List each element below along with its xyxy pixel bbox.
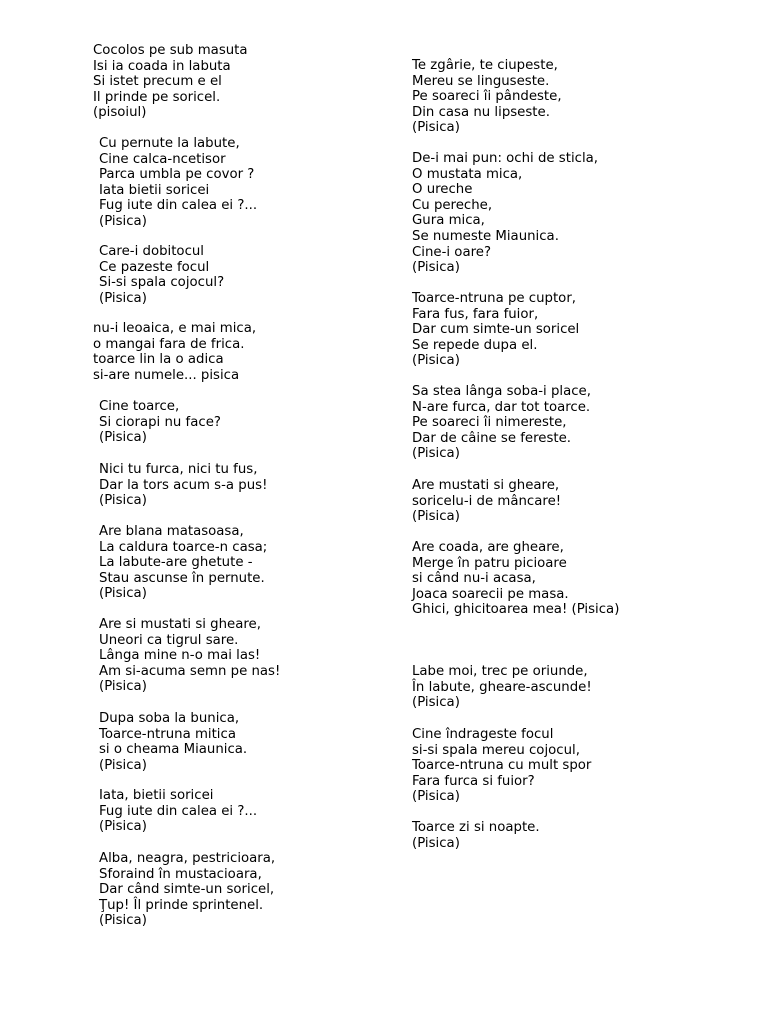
riddle-answer-line: (Pisica) bbox=[412, 835, 460, 851]
riddle-line: Cocolos pe sub masuta bbox=[93, 43, 248, 58]
riddle-line: Dar când simte-un soricel, bbox=[99, 882, 275, 898]
riddle-answer-line: (Pisica) bbox=[99, 913, 147, 929]
riddle-line: N-are furca, dar tot toarce. bbox=[412, 399, 591, 415]
riddle-line: Are coada, are gheare, bbox=[412, 540, 564, 555]
riddle-line: Cu pereche, bbox=[412, 197, 493, 213]
riddle-line: Ţup! Îl prinde sprintenel. bbox=[99, 897, 264, 913]
riddle-line: Toarce-ntruna mitica bbox=[99, 726, 236, 742]
riddle-line: Sforaind în mustacioara, bbox=[99, 866, 262, 882]
riddle-line: Iata, bietii soricei bbox=[99, 788, 214, 803]
riddle-answer-line: (Pisica) bbox=[412, 353, 460, 369]
riddle-line: Dar cum simte-un soricel bbox=[412, 322, 580, 338]
riddle-answer-line: (Pisica) bbox=[412, 789, 460, 805]
riddle-answer-line: (Pisica) bbox=[99, 493, 147, 509]
riddle-line: Din casa nu lipseste. bbox=[412, 104, 550, 120]
riddle-line: Ce pazeste focul bbox=[99, 259, 210, 275]
riddle-line: o mangai fara de frica. bbox=[93, 336, 245, 352]
riddle-line: Si ciorapi nu face? bbox=[99, 414, 221, 430]
riddle-line: Se repede dupa el. bbox=[412, 337, 538, 353]
riddle-line: În labute, gheare-ascunde! bbox=[412, 679, 592, 695]
riddle-line: De-i mai pun: ochi de sticla, bbox=[412, 151, 599, 166]
riddle-line: Te zgârie, te ciupeste, bbox=[412, 58, 558, 73]
riddle-line: toarce lin la o adica bbox=[93, 352, 224, 368]
riddle-line: si când nu-i acasa, bbox=[412, 571, 536, 587]
riddle-answer-line: (Pisica) bbox=[412, 120, 460, 136]
riddle-answer-line: (Pisica) bbox=[412, 260, 460, 276]
riddle-line: Merge în patru picioare bbox=[412, 555, 567, 571]
riddle-line: Cine-i oare? bbox=[412, 244, 492, 260]
riddle-line: O mustata mica, bbox=[412, 166, 523, 182]
riddle-line: Alba, neagra, pestricioara, bbox=[99, 851, 276, 866]
riddle-line: Cine calca-ncetisor bbox=[99, 151, 226, 167]
riddle-answer-line: (Pisica) bbox=[99, 214, 147, 229]
riddle-line: Il prinde pe soricel. bbox=[93, 89, 221, 105]
riddle-line: Am si-acuma semn pe nas! bbox=[99, 663, 281, 679]
riddle-line: La caldura toarce-n casa; bbox=[99, 539, 268, 555]
riddle-line: Are mustati si gheare, bbox=[412, 478, 560, 493]
riddle-answer-line: (Pisica) bbox=[99, 586, 147, 602]
riddle-line: Cine îndrageste focul bbox=[412, 727, 554, 742]
riddle-line: Isi ia coada in labuta bbox=[93, 58, 231, 74]
riddle-line: Toarce-ntruna pe cuptor, bbox=[412, 291, 577, 306]
riddle-answer-line: (Pisica) bbox=[99, 757, 147, 773]
riddle-line: Fug iute din calea ei ?... bbox=[99, 198, 258, 214]
riddle-answer-line: (Pisica) bbox=[99, 290, 147, 306]
riddle-line: Fara furca si fuior? bbox=[412, 773, 535, 789]
riddle-line: Cu pernute la labute, bbox=[99, 136, 240, 151]
riddle-line: si-si spala mereu cojocul, bbox=[412, 742, 580, 758]
riddle-answer-line: (Pisica) bbox=[412, 509, 460, 525]
riddle-line: Se numeste Miaunica. bbox=[412, 229, 559, 244]
riddle-line: Toarce zi si noapte. bbox=[412, 820, 540, 835]
riddle-line: Sa stea lânga soba-i place, bbox=[412, 384, 591, 399]
riddle-line: si-are numele... pisica bbox=[93, 367, 240, 383]
riddle-line: Stau ascunse în pernute. bbox=[99, 570, 265, 586]
riddle-answer-line: (Pisica) bbox=[412, 695, 460, 711]
riddle-line: La labute-are ghetute - bbox=[99, 555, 253, 571]
riddle-line: Iata bietii soricei bbox=[99, 182, 210, 198]
riddle-line: soricelu-i de mâncare! bbox=[412, 493, 562, 509]
riddle-answer-line: (Pisica) bbox=[412, 446, 460, 462]
riddle-answer-line: (pisoiul) bbox=[93, 105, 147, 121]
riddle-answer-line: (Pisica) bbox=[99, 819, 147, 835]
riddle-line: Lânga mine n-o mai las! bbox=[99, 648, 261, 664]
riddle-line: Si istet precum e el bbox=[93, 74, 222, 90]
riddle-line: Pe soareci îi pândeste, bbox=[412, 89, 562, 105]
riddle-line: Fara fus, fara fuior, bbox=[412, 306, 539, 322]
riddle-line: Dupa soba la bunica, bbox=[99, 711, 240, 726]
riddle-line: Cine toarce, bbox=[99, 399, 180, 414]
riddle-line: Joaca soarecii pe masa. bbox=[412, 586, 569, 602]
riddle-answer-line: Ghici, ghicitoarea mea! (Pisica) bbox=[412, 602, 620, 618]
riddle-line: Fug iute din calea ei ?... bbox=[99, 803, 258, 819]
riddle-line: Nici tu furca, nici tu fus, bbox=[99, 462, 258, 477]
riddle-line: Uneori ca tigrul sare. bbox=[99, 632, 239, 648]
riddle-line: Mereu se linguseste. bbox=[412, 73, 550, 89]
riddle-line: Parca umbla pe covor ? bbox=[99, 167, 255, 183]
riddle-line: Care-i dobitocul bbox=[99, 244, 204, 259]
riddle-line: si o cheama Miaunica. bbox=[99, 742, 248, 758]
riddle-line: Labe moi, trec pe oriunde, bbox=[412, 664, 588, 679]
riddle-line: Si-si spala cojocul? bbox=[99, 275, 225, 291]
riddle-line: Dar de câine se fereste. bbox=[412, 430, 572, 446]
riddle-line: Toarce-ntruna cu mult spor bbox=[412, 758, 592, 774]
riddle-answer-line: (Pisica) bbox=[99, 430, 147, 446]
riddle-line: Dar la tors acum s-a pus! bbox=[99, 477, 268, 493]
riddle-line: Are si mustati si gheare, bbox=[99, 617, 261, 632]
riddle-line: O ureche bbox=[412, 182, 473, 198]
riddle-line: nu-i leoaica, e mai mica, bbox=[93, 321, 257, 336]
riddle-line: Are blana matasoasa, bbox=[99, 524, 244, 539]
riddle-answer-line: (Pisica) bbox=[99, 679, 147, 695]
riddle-line: Gura mica, bbox=[412, 213, 485, 229]
riddle-line: Pe soareci îi nimereste, bbox=[412, 415, 567, 431]
